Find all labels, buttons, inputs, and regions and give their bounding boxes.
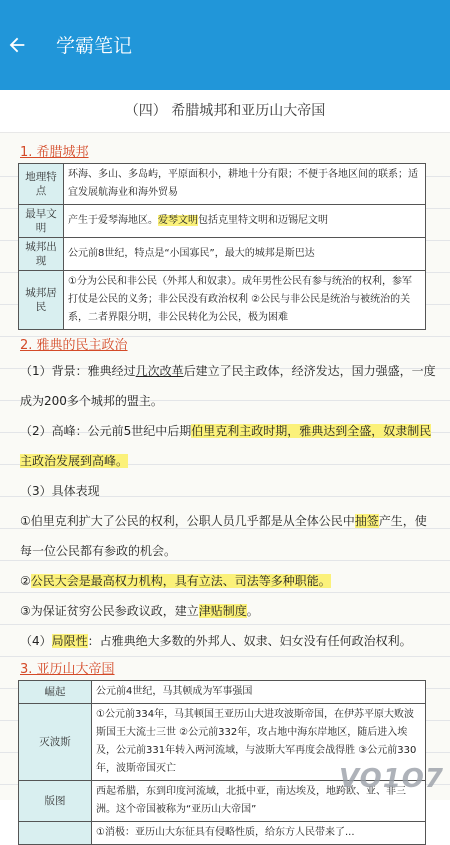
paragraph-limitations: （4）局限性：占雅典绝大多数的外邦人、奴隶、妇女没有任何政治权利。	[20, 634, 412, 648]
paragraph-point-1: ①伯里克利扩大了公民的权利，公职人员几乎都是从全体公民中抽签产生，使每一位公民都有参政的机会。	[20, 514, 427, 558]
chapter-subtitle: （四） 希腊城邦和亚历山大帝国	[0, 90, 450, 133]
table-row	[19, 164, 426, 205]
watermark-logo: VO1O7	[338, 764, 444, 794]
paragraph-point-3: ③为保证贫穷公民参政议政，建立津贴制度。	[20, 604, 259, 618]
arrow-left-icon[interactable]	[6, 34, 28, 56]
paragraph-background: （1）背景：雅典经过几次改革后建立了民主政体，经济发达，国力强盛，一度成为200多个城邦的盟主。	[20, 364, 436, 408]
table-row	[19, 271, 426, 330]
table-header-cell: 版图	[19, 781, 92, 822]
highlight: 伯里克利主政时期，雅典达到全盛，奴隶制民主政治发展到高峰。	[20, 424, 432, 468]
highlight: 抽签	[354, 514, 379, 528]
table-cell: 公元前4世纪，马其顿成为军事强国	[92, 681, 426, 704]
note-content[interactable]	[0, 133, 450, 838]
highlight: 局限性	[51, 634, 88, 648]
table-cell: ①消极：亚历山大东征具有侵略性质，给东方人民带来了...	[92, 822, 426, 845]
table-cell: ①公元前334年，马其顿国王亚历山大进攻波斯帝国，在伊苏平原大败波斯国王大流士三世 ②公元前332年，攻占地中海东岸地区，随后进入埃及，公元前331年转入两河流域，与波斯大军再度会战得胜 ③公元前330年，波斯帝国灭亡	[92, 704, 426, 781]
page-title: 学霸笔记	[56, 35, 133, 57]
section-heading-alexander-empire: 3. 亚历山大帝国	[20, 662, 115, 677]
table-row	[19, 681, 426, 704]
alexander-empire-table	[18, 680, 426, 845]
table-cell: 西起希腊，东到印度河流域，北抵中亚，南达埃及，地跨欧、亚、非三洲。这个帝国被称为“亚历山大帝国”	[92, 781, 426, 822]
table-cell: 环海、多山、多岛屿，平原面积小，耕地十分有限；不便于各地区间的联系；适宜发展航海业和海外贸易	[64, 164, 426, 205]
highlight: 公民大会是最高权力机构，具有立法、司法等多种职能。	[30, 574, 331, 588]
table-header-cell: 城邦居民	[19, 271, 64, 330]
paragraph-point-2: ②公民大会是最高权力机构，具有立法、司法等多种职能。	[20, 574, 331, 588]
table-header-cell	[19, 822, 92, 845]
section-heading-athenian-democracy: 2. 雅典的民主政治	[20, 338, 128, 353]
section-heading-greek-city-states: 1. 希腊城邦	[20, 145, 89, 160]
table-header-cell: 最早文明	[19, 205, 64, 238]
paragraph-peak: （2）高峰：公元前5世纪中后期伯里克利主政时期，雅典达到全盛，奴隶制民主政治发展到高峰。	[20, 424, 432, 468]
city-states-table	[18, 163, 426, 330]
app-bar	[0, 0, 450, 90]
table-row	[19, 822, 426, 845]
table-row	[19, 238, 426, 271]
table-header-cell: 地理特点	[19, 164, 64, 205]
table-cell: ①分为公民和非公民（外邦人和奴隶）。成年男性公民有参与统治的权利，参军打仗是公民的义务；非公民没有政治权利 ②公民与非公民是统治与被统治的关系，二者界限分明，非公民转化为公民，极为困难	[64, 271, 426, 330]
paragraph-details-heading: （3）具体表现	[20, 484, 100, 498]
table-header-cell: 城邦出现	[19, 238, 64, 271]
table-cell: 公元前8世纪，特点是“小国寡民”，最大的城邦是斯巴达	[64, 238, 426, 271]
table-header-cell: 灭波斯	[19, 704, 92, 781]
highlight: 津贴制度	[198, 604, 247, 618]
table-header-cell: 崛起	[19, 681, 92, 704]
table-cell: 产生于爱琴海地区。爱琴文明包括克里特文明和迈锡尼文明	[64, 205, 426, 238]
table-row	[19, 205, 426, 238]
highlight: 爱琴文明	[158, 215, 198, 226]
